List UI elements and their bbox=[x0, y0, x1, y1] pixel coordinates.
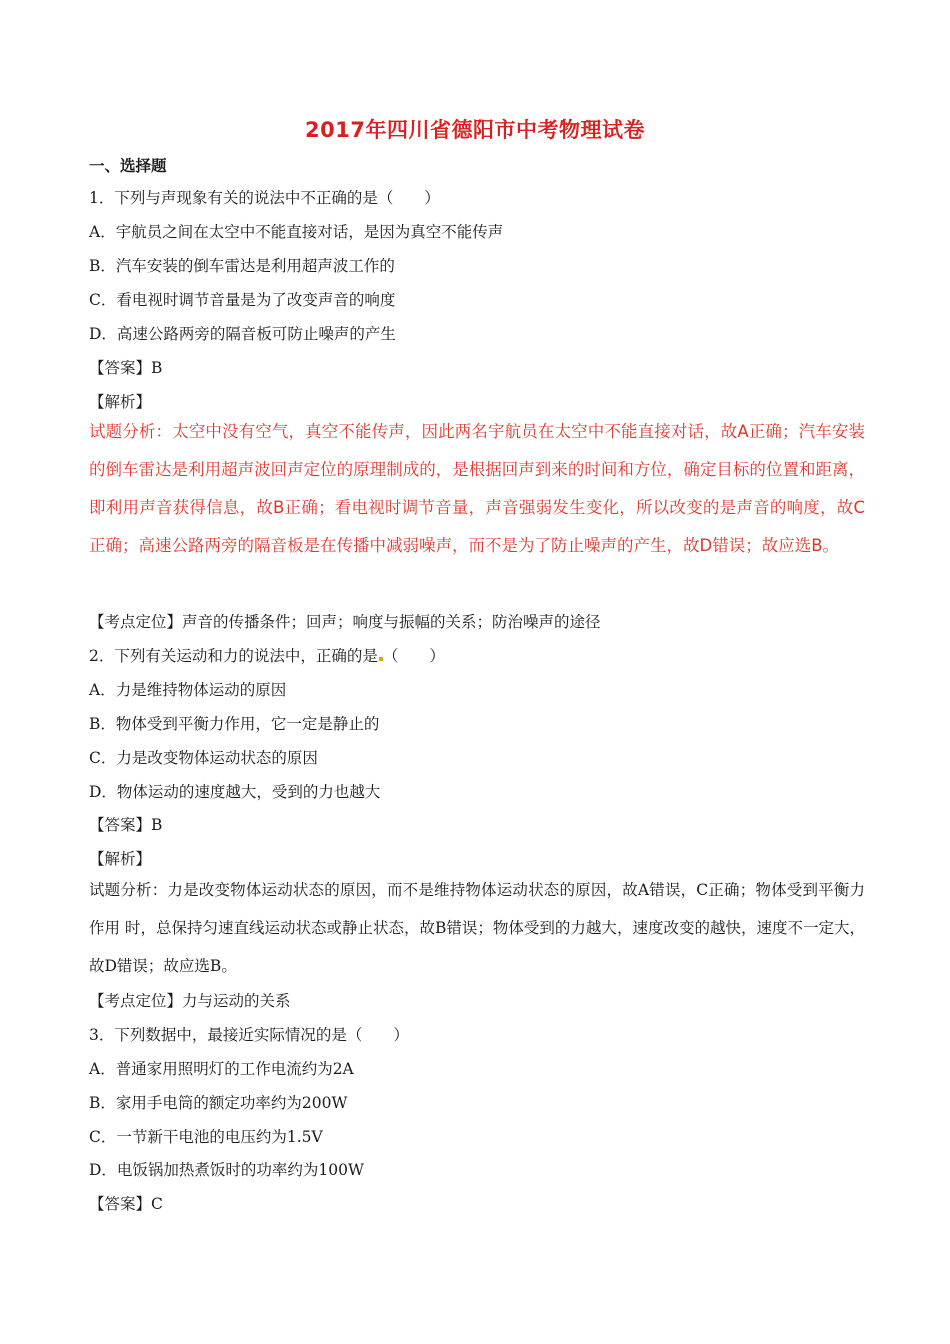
q3-option-c: C．一节新干电池的电压约为1.5V bbox=[89, 1128, 323, 1146]
q1-option-d: D．高速公路两旁的隔音板可防止噪声的产生 bbox=[89, 325, 396, 343]
q2-answer: 【答案】B bbox=[89, 816, 163, 834]
q2-option-d: D．物体运动的速度越大，受到的力也越大 bbox=[89, 783, 381, 801]
section-heading: 一、选择题 bbox=[89, 157, 167, 175]
q1-option-a: A．宇航员之间在太空中不能直接对话，是因为真空不能传声 bbox=[89, 223, 504, 241]
q2-option-c: C．力是改变物体运动状态的原因 bbox=[89, 749, 318, 767]
q1-analysis-text: 试题分析：太空中没有空气，真空不能传声，因此两名宇航员在太空中不能直接对话，故A正确；汽车安装的倒车雷达是利用超声波回声定位的原理制成的，是根据回声到来的时间和方位，确定目标的位置和距离，即利用声音获得信息，故B正确；看电视时调节音量，声音强弱发生变化，所以改变的是声音的响度，故C正确；高速公路两旁的隔音板是在传播中减弱噪声，而不是为了防止噪声的产生，故D错误；故应选B。 bbox=[89, 422, 865, 555]
q2-key-point: 【考点定位】力与运动的关系 bbox=[89, 992, 291, 1010]
q2-stem-text: 2．下列有关运动和力的说法中，正确的是 bbox=[89, 647, 378, 665]
q2-analysis-text: 试题分析：力是改变物体运动状态的原因，而不是维持物体运动状态的原因，故A错误，C正确；物体受到平衡力作用 时，总保持匀速直线运动状态或静止状态，故B错误；物体受到的力越大，速度改变的越快，速度不一定大，故D错误；故应选B。 bbox=[89, 881, 865, 975]
q1-option-c: C．看电视时调节音量是为了改变声音的响度 bbox=[89, 291, 396, 309]
q3-option-a: A．普通家用照明灯的工作电流约为2A bbox=[89, 1060, 354, 1078]
q2-option-b: B．物体受到平衡力作用，它一定是静止的 bbox=[89, 715, 380, 733]
q2-option-a: A．力是维持物体运动的原因 bbox=[89, 681, 287, 699]
q2-analysis-label: 【解析】 bbox=[89, 850, 152, 868]
q1-analysis-label: 【解析】 bbox=[89, 393, 152, 411]
q3-option-b: B．家用手电筒的额定功率约为200W bbox=[89, 1094, 348, 1112]
q1-stem: 1．下列与声现象有关的说法中不正确的是（ ） bbox=[89, 189, 440, 207]
q1-answer: 【答案】B bbox=[89, 359, 163, 377]
q2-stem-tail: （ ） bbox=[382, 647, 445, 665]
q1-key-point: 【考点定位】声音的传播条件；回声；响度与振幅的关系；防治噪声的途径 bbox=[89, 613, 601, 631]
q3-stem: 3．下列数据中，最接近实际情况的是（ ） bbox=[89, 1026, 409, 1044]
q2-stem bbox=[89, 644, 445, 666]
q1-option-b: B．汽车安装的倒车雷达是利用超声波工作的 bbox=[89, 257, 395, 275]
page-title: 2017年四川省德阳市中考物理试卷 bbox=[305, 118, 645, 142]
q3-option-d: D．电饭锅加热煮饭时的功率约为100W bbox=[89, 1161, 364, 1179]
q3-answer: 【答案】C bbox=[89, 1195, 163, 1213]
